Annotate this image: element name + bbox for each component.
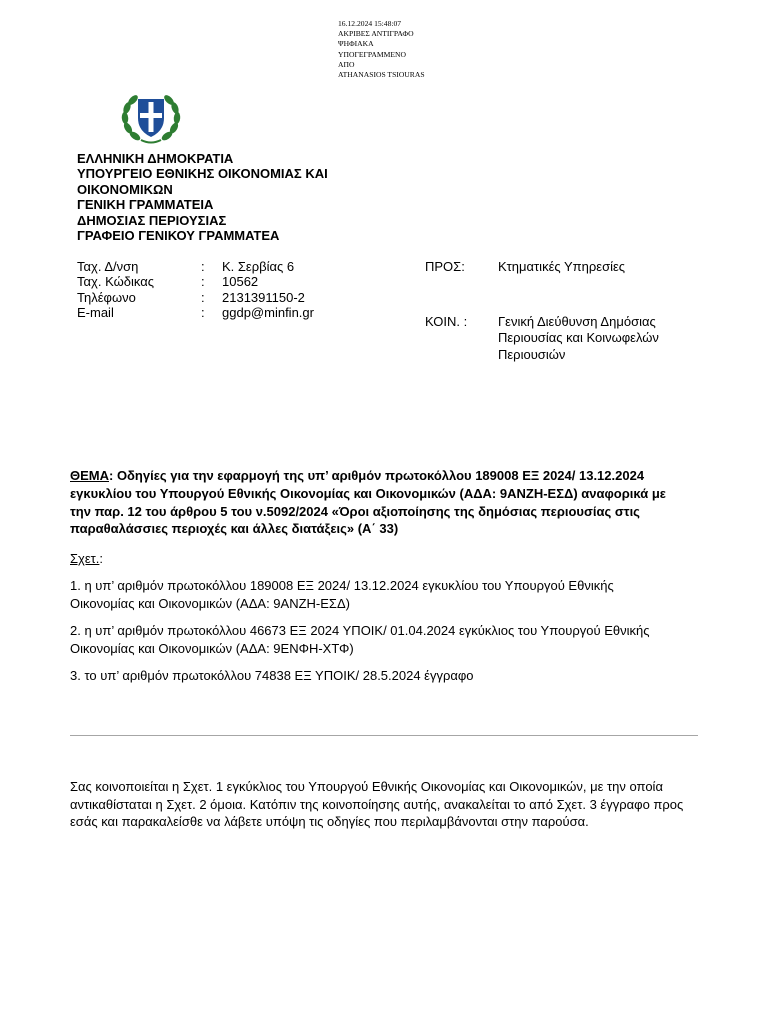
contact-label: Τηλέφωνο (77, 289, 136, 305)
to-label: ΠΡΟΣ: (425, 259, 465, 274)
contact-separator: : (201, 305, 205, 321)
hellenic-republic-emblem-icon (119, 90, 183, 146)
section-divider (70, 735, 698, 736)
contact-row-email (77, 305, 314, 320)
contact-separator: : (201, 274, 205, 290)
header-line: ΥΠΟΥΡΓΕΙΟ ΕΘΝΙΚΗΣ ΟΙΚΟΝΟΜΙΑΣ ΚΑΙ (77, 166, 328, 182)
contact-info (77, 259, 314, 321)
recipient-cc (425, 314, 688, 364)
stamp-line: ΨΗΦΙΑΚΑ (338, 39, 374, 49)
stamp-line: ΥΠΟΓΕΓΡΑΜΜΕΝΟ (338, 49, 406, 59)
contact-value: 10562 (222, 274, 259, 290)
stamp-line: ΑΠΟ (338, 59, 355, 69)
ministry-header (77, 151, 328, 243)
recipients-block (425, 259, 688, 363)
subject-block (70, 467, 680, 538)
contact-separator: : (201, 289, 205, 305)
contact-value: Κ. Σερβίας 6 (222, 259, 295, 274)
header-line: ΓΕΝΙΚΗ ΓΡΑΜΜΑΤΕΙΑ (77, 197, 214, 213)
contact-row-postcode (77, 274, 314, 289)
references-label: Σχετ. (70, 551, 100, 566)
stamp-line-timestamp: 16.12.2024 15:48:07 (338, 19, 402, 28)
header-line: ΟΙΚΟΝΟΜΙΚΩΝ (77, 181, 173, 197)
header-line: ΕΛΛΗΝΙΚΗ ΔΗΜΟΚΡΑΤΙΑ (77, 151, 234, 166)
to-value: Κτηματικές Υπηρεσίες (498, 259, 626, 274)
contact-row-address (77, 259, 314, 274)
header-line: ΓΡΑΦΕΙΟ ΓΕΝΙΚΟΥ ΓΡΑΜΜΑΤΕΑ (77, 228, 280, 244)
contact-label: Ταχ. Κώδικας (77, 274, 154, 290)
reference-item-2: 2. η υπ’ αριθμόν πρωτοκόλλου 46673 ΕΞ 2024 ΥΠΟΙΚ/ 01.04.2024 εγκύκλιος του Υπουργού Εθνικής Οικονομίας και Οικονομικών (ΑΔΑ: 9ΕΝΦΗ-ΧΤΦ) (70, 623, 650, 656)
contact-separator: : (201, 259, 205, 274)
stamp-line-signer: ATHANASIOS TSIOURAS (338, 70, 425, 80)
body-paragraph: Σας κοινοποιείται η Σχετ. 1 εγκύκλιος του Υπουργού Εθνικής Οικονομίας και Οικονομικών, με την οποία αντικαθίσταται η Σχετ. 2 όμοια. Κατόπιν της κοινοποίησης αυτής, ανακαλείται το από Σχετ. 3 έγγραφο προς εσάς και παρακαλείσθε να λάβετε υπόψη τις οδηγίες που περιλαμβάνονται στην παρούσα. (70, 779, 684, 829)
contact-value: 2131391150-2 (222, 289, 305, 305)
subject-label: ΘΕΜΑ (70, 468, 109, 483)
cc-label: ΚΟΙΝ. : (425, 313, 468, 329)
stamp-line: ΑΚΡΙΒΕΣ ΑΝΤΙΓΡΑΦΟ (338, 29, 414, 39)
references-label-suffix: : (99, 551, 104, 566)
contact-label: E-mail (77, 305, 114, 321)
contact-value[interactable]: ggdp@minfin.gr (222, 305, 314, 321)
reference-item-3: 3. το υπ’ αριθμόν πρωτοκόλλου 74838 ΕΞ ΥΠΟΙΚ/ 28.5.2024 έγγραφο (70, 668, 474, 683)
reference-item-1: 1. η υπ’ αριθμόν πρωτοκόλλου 189008 ΕΞ 2024/ 13.12.2024 εγκυκλίου του Υπουργού Εθνικής Οικονομίας και Οικονομικών (ΑΔΑ: 9ΑΝΖΗ-ΕΣΔ) (70, 578, 614, 611)
references-heading (70, 550, 670, 568)
contact-row-phone (77, 290, 314, 305)
header-line: ΔΗΜΟΣΙΑΣ ΠΕΡΙΟΥΣΙΑΣ (77, 212, 227, 228)
contact-label: Ταχ. Δ/νση (77, 259, 139, 274)
recipient-to (425, 259, 688, 276)
subject-text: : Οδηγίες για την εφαρμογή της υπ’ αριθμόν πρωτοκόλλου 189008 ΕΞ 2024/ 13.12.2024 εγκυκλίου του Υπουργού Εθνικής Οικονομίας και Οικονομικών (ΑΔΑ: 9ΑΝΖΗ-ΕΣΔ) αναφορικά με την παρ. 12 του άρθρου 5 του ν.5092/2024 «Όροι αξιοποίησης της δημόσιας περιουσίας στις παραθαλάσσιες περιοχές και άλλες διατάξεις» (Α΄ 33) (70, 468, 666, 537)
cc-value: Γενική Διεύθυνση Δημόσιας Περιουσίας και Κοινωφελών Περιουσιών (498, 313, 659, 362)
digital-signature-stamp (338, 19, 425, 80)
